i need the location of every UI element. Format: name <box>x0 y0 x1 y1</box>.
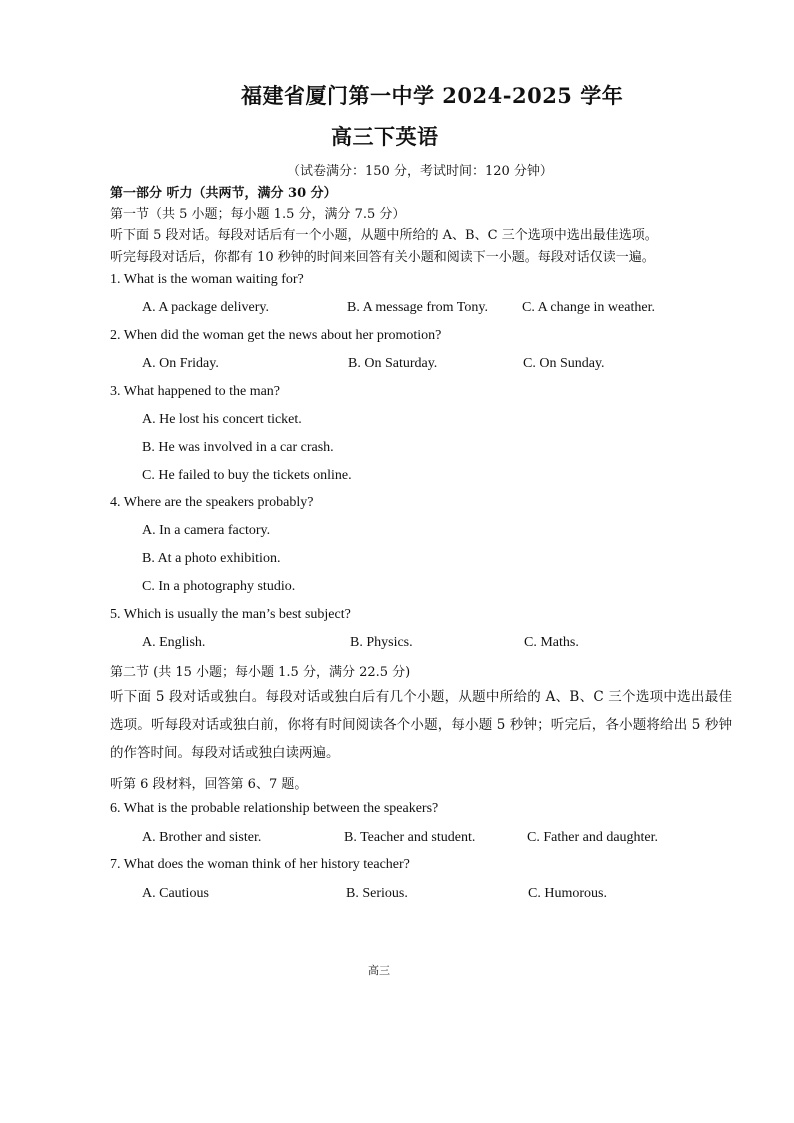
option-b: B. On Saturday. <box>348 356 438 371</box>
option-a: A. Brother and sister. <box>142 830 262 845</box>
option-a: A. On Friday. <box>142 356 219 371</box>
question-stem: 7. What does the woman think of her history teacher? <box>110 857 410 872</box>
option-a: A. A package delivery. <box>142 300 269 315</box>
section1-heading: 第一节（共 5 小题；每小题 1.5 分，满分 7.5 分） <box>110 207 406 222</box>
part1-heading: 第一部分 听力（共两节，满分 30 分） <box>110 186 337 201</box>
exam-title: 福建省厦门第一中学 2024-2025 学年 <box>241 83 624 108</box>
option-c: C. Maths. <box>524 635 579 650</box>
option-b: B. Physics. <box>350 635 413 650</box>
option-a: A. Cautious <box>142 886 209 901</box>
section1-instruction-line2: 听完每段对话后，你都有 10 秒钟的时间来回答有关小题和阅读下一小题。每段对话仅读一遍。 <box>110 250 655 265</box>
section2-heading: 第二节 (共 15 小题；每小题 1.5 分，满分 22.5 分) <box>110 665 411 680</box>
question-stem: 1. What is the woman waiting for? <box>110 272 304 287</box>
option-c: C. Humorous. <box>528 886 607 901</box>
option-a: A. He lost his concert ticket. <box>142 412 302 427</box>
option-c: C. On Sunday. <box>523 356 605 371</box>
section1-instruction-line1: 听下面 5 段对话。每段对话后有一个小题，从题中所给的 A、B、C 三个选项中选出最佳选项。 <box>110 228 658 243</box>
section2-instructions: 听下面 5 段对话或独白。每段对话或独白后有几个小题，从题中所给的 A、B、C 三个选项中选出最佳选项。听每段对话或独白前，你将有时间阅读各个小题，每小题 5 秒钟；听完后，各小题将给出 5 秒钟的作答时间。每段对话或独白读两遍。 <box>110 689 732 761</box>
option-c: C. Father and daughter. <box>527 830 659 845</box>
exam-info: （试卷满分：150 分，考试时间：120 分钟） <box>287 164 553 179</box>
option-a: A. In a camera factory. <box>142 523 271 538</box>
exam-subtitle: 高三下英语 <box>331 124 439 149</box>
option-b: B. Teacher and student. <box>344 830 476 845</box>
question-stem: 5. Which is usually the man’s best subject? <box>110 607 351 622</box>
option-b: B. Serious. <box>346 886 408 901</box>
option-b: B. At a photo exhibition. <box>142 551 281 566</box>
question-stem: 4. Where are the speakers probably? <box>110 495 314 510</box>
question-stem: 2. When did the woman get the news about her promotion? <box>110 328 442 343</box>
option-c: C. He failed to buy the tickets online. <box>142 468 352 483</box>
question-stem: 3. What happened to the man? <box>110 384 281 399</box>
material-note: 听第 6 段材料，回答第 6、7 题。 <box>110 777 308 792</box>
option-b: B. A message from Tony. <box>347 300 488 315</box>
option-c: C. In a photography studio. <box>142 579 296 594</box>
option-c: C. A change in weather. <box>522 300 655 315</box>
question-stem: 6. What is the probable relationship between the speakers? <box>110 801 439 816</box>
option-b: B. He was involved in a car crash. <box>142 440 334 455</box>
page-footer-label: 高三 <box>368 964 390 977</box>
option-a: A. English. <box>142 635 206 650</box>
